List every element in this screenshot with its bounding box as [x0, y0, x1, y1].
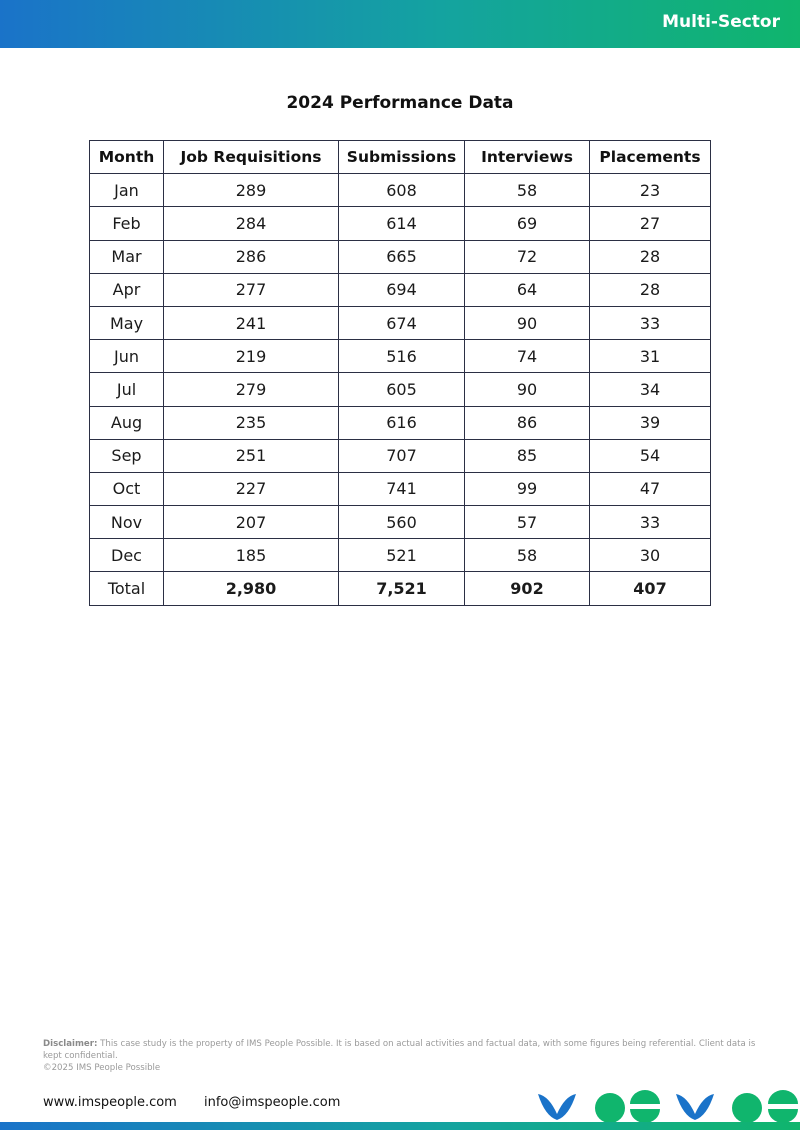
submissions-cell: 665: [339, 240, 465, 273]
placements-cell: 31: [590, 340, 711, 373]
job-requisitions-cell: 227: [164, 472, 339, 505]
placements-cell: 47: [590, 472, 711, 505]
interviews-cell: 74: [465, 340, 590, 373]
table-row: [90, 340, 711, 373]
placements-cell: 39: [590, 406, 711, 439]
table-row: [90, 306, 711, 339]
total-submissions: 7,521: [339, 572, 465, 605]
placements-cell: 54: [590, 439, 711, 472]
table-row: [90, 373, 711, 406]
submissions-cell: 616: [339, 406, 465, 439]
submissions-cell: 516: [339, 340, 465, 373]
interviews-cell: 90: [465, 306, 590, 339]
bottom-strip: [0, 1122, 800, 1130]
table-row: [90, 406, 711, 439]
submissions-cell: 560: [339, 506, 465, 539]
interviews-cell: 64: [465, 273, 590, 306]
semicircle-icon: [630, 1090, 660, 1104]
website-link[interactable]: www.imspeople.com: [43, 1095, 177, 1110]
job-requisitions-cell: 235: [164, 406, 339, 439]
placements-cell: 30: [590, 539, 711, 572]
total-row: [90, 572, 711, 605]
placements-cell: 23: [590, 174, 711, 207]
job-requisitions-cell: 284: [164, 207, 339, 240]
month-cell: Apr: [90, 273, 164, 306]
placements-cell: 27: [590, 207, 711, 240]
column-header-month: Month: [90, 141, 164, 174]
interviews-cell: 58: [465, 539, 590, 572]
month-cell: Jan: [90, 174, 164, 207]
placements-cell: 28: [590, 240, 711, 273]
column-header-placements: Placements: [590, 141, 711, 174]
top-banner: [0, 0, 800, 48]
leaf-icon: [538, 1094, 576, 1120]
disclaimer: [43, 1039, 773, 1062]
submissions-cell: 694: [339, 273, 465, 306]
table-row: [90, 273, 711, 306]
table-row: [90, 174, 711, 207]
submissions-cell: 741: [339, 472, 465, 505]
table-header-row: [90, 141, 711, 174]
brand-logo-shapes: [535, 1086, 800, 1122]
total-label: Total: [90, 572, 164, 605]
job-requisitions-cell: 241: [164, 306, 339, 339]
submissions-cell: 608: [339, 174, 465, 207]
month-cell: Sep: [90, 439, 164, 472]
interviews-cell: 57: [465, 506, 590, 539]
disclaimer-text: This case study is the property of IMS People Possible. It is based on actual activities and factual data, with some figures being referential. Client data is kept confidential.: [43, 1039, 756, 1061]
job-requisitions-cell: 185: [164, 539, 339, 572]
month-cell: Jun: [90, 340, 164, 373]
job-requisitions-cell: 286: [164, 240, 339, 273]
month-cell: Jul: [90, 373, 164, 406]
interviews-cell: 72: [465, 240, 590, 273]
placements-cell: 33: [590, 506, 711, 539]
copyright-notice: ©2025 IMS People Possible: [43, 1063, 161, 1073]
month-cell: Dec: [90, 539, 164, 572]
circle-icon: [595, 1093, 625, 1122]
table-row: [90, 506, 711, 539]
month-cell: Oct: [90, 472, 164, 505]
total-interviews: 902: [465, 572, 590, 605]
submissions-cell: 614: [339, 207, 465, 240]
semicircle-icon: [768, 1109, 798, 1122]
month-cell: Aug: [90, 406, 164, 439]
total-placements: 407: [590, 572, 711, 605]
job-requisitions-cell: 277: [164, 273, 339, 306]
interviews-cell: 85: [465, 439, 590, 472]
placements-cell: 33: [590, 306, 711, 339]
semicircle-icon: [768, 1090, 798, 1104]
job-requisitions-cell: 289: [164, 174, 339, 207]
table-body: [90, 174, 711, 605]
job-requisitions-cell: 279: [164, 373, 339, 406]
submissions-cell: 521: [339, 539, 465, 572]
interviews-cell: 99: [465, 472, 590, 505]
interviews-cell: 90: [465, 373, 590, 406]
column-header-submissions: Submissions: [339, 141, 465, 174]
semicircle-icon: [630, 1109, 660, 1122]
table-row: [90, 240, 711, 273]
placements-cell: 28: [590, 273, 711, 306]
table-row: [90, 207, 711, 240]
table-row: [90, 439, 711, 472]
month-cell: May: [90, 306, 164, 339]
column-header-job-requisitions: Job Requisitions: [164, 141, 339, 174]
submissions-cell: 605: [339, 373, 465, 406]
submissions-cell: 707: [339, 439, 465, 472]
month-cell: Mar: [90, 240, 164, 273]
submissions-cell: 674: [339, 306, 465, 339]
table-row: [90, 472, 711, 505]
job-requisitions-cell: 219: [164, 340, 339, 373]
leaf-icon: [676, 1094, 714, 1120]
disclaimer-lead: Disclaimer:: [43, 1039, 98, 1049]
total-job-requisitions: 2,980: [164, 572, 339, 605]
sector-label: Multi-Sector: [662, 12, 780, 32]
email-link[interactable]: info@imspeople.com: [204, 1095, 341, 1110]
month-cell: Feb: [90, 207, 164, 240]
interviews-cell: 69: [465, 207, 590, 240]
interviews-cell: 58: [465, 174, 590, 207]
table-row: [90, 539, 711, 572]
circle-icon: [732, 1093, 762, 1122]
placements-cell: 34: [590, 373, 711, 406]
job-requisitions-cell: 207: [164, 506, 339, 539]
interviews-cell: 86: [465, 406, 590, 439]
job-requisitions-cell: 251: [164, 439, 339, 472]
page-title: 2024 Performance Data: [286, 93, 514, 113]
column-header-interviews: Interviews: [465, 141, 590, 174]
performance-table: [89, 140, 711, 606]
month-cell: Nov: [90, 506, 164, 539]
